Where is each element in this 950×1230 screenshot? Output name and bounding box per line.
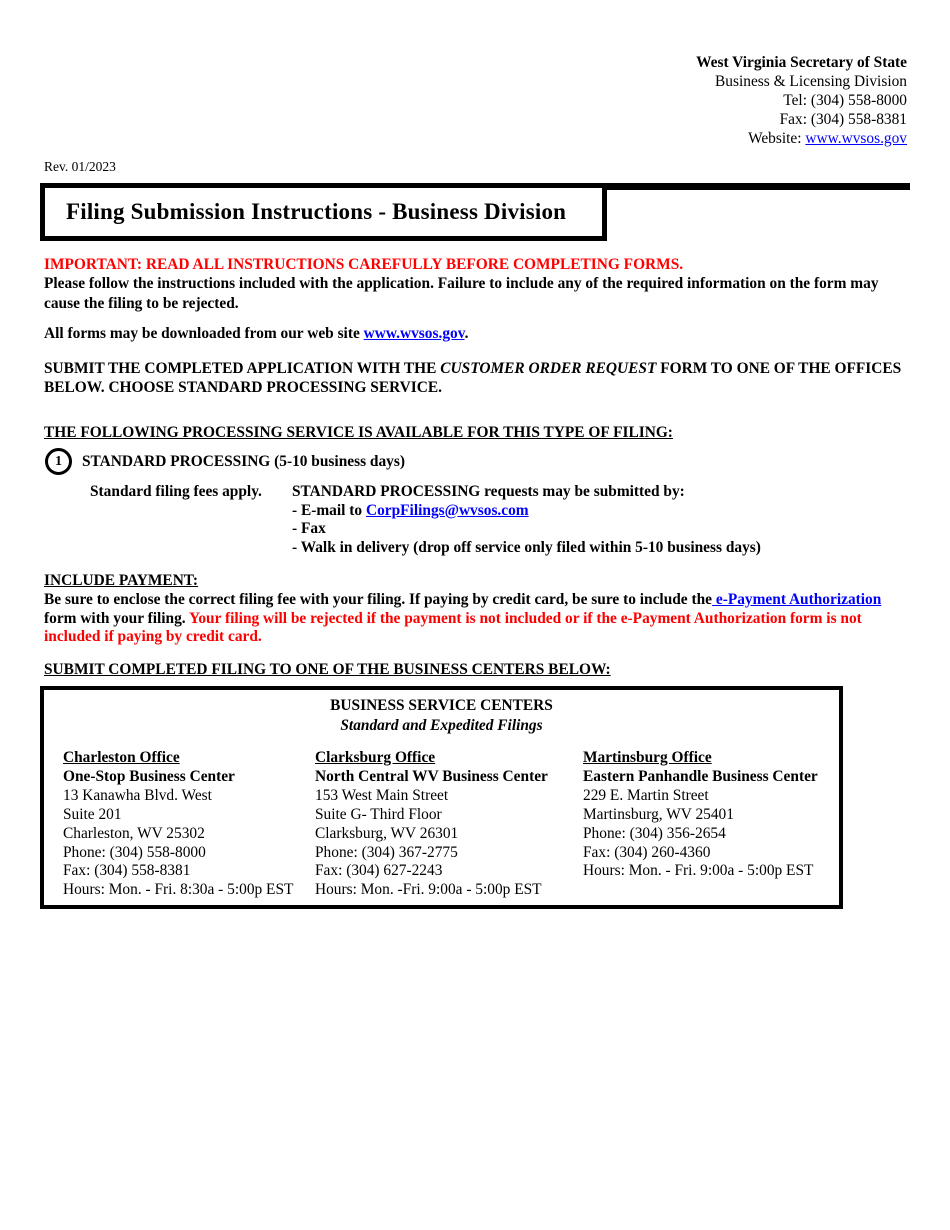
office-hours-line: Hours: Mon. -Fri. 9:00a - 5:00p EST — [315, 881, 542, 899]
wvsos-link[interactable]: www.wvsos.gov — [363, 324, 465, 342]
office-address-line: 229 E. Martin Street — [583, 786, 709, 804]
walkin-option: - Walk in delivery (drop off service only filed within 5-10 business days) — [292, 538, 761, 556]
letterhead — [44, 0, 907, 148]
office-address-line: Suite 201 — [63, 805, 122, 823]
email-option — [292, 502, 761, 521]
clarksburg-office-column — [315, 749, 583, 900]
website-line — [44, 129, 907, 148]
office-phone-line: Phone: (304) 356-2654 — [583, 824, 726, 842]
office-center-name: One-Stop Business Center — [63, 767, 235, 785]
office-center-name: Eastern Panhandle Business Center — [583, 767, 818, 785]
office-name: Martinsburg Office — [583, 749, 712, 767]
processing-service-heading: THE FOLLOWING PROCESSING SERVICE IS AVAILABLE FOR THIS TYPE OF FILING: — [44, 423, 673, 441]
centers-subtitle: Standard and Expedited Filings — [340, 716, 543, 734]
office-name: Charleston Office — [63, 749, 180, 767]
fees-note: Standard filing fees apply. — [90, 483, 262, 501]
submit-text-1: SUBMIT THE COMPLETED APPLICATION WITH THE — [44, 360, 441, 378]
office-address-line: Clarksburg, WV 26301 — [315, 824, 459, 842]
office-center-name: North Central WV Business Center — [315, 767, 548, 785]
business-service-centers-box — [40, 686, 843, 909]
office-address-line: Charleston, WV 25302 — [63, 824, 205, 842]
office-name: Clarksburg Office — [315, 749, 436, 767]
website-label: Website: — [748, 130, 806, 147]
customer-order-request-label: CUSTOMER ORDER REQUEST — [440, 360, 657, 378]
office-address-line: 13 Kanawha Blvd. West — [63, 786, 212, 804]
submit-filing-heading: SUBMIT COMPLETED FILING TO ONE OF THE BUSINESS CENTERS BELOW: — [44, 661, 611, 679]
office-hours-line: Hours: Mon. - Fri. 8:30a - 5:00p EST — [63, 881, 294, 899]
processing-option-1 — [44, 448, 907, 475]
office-address-line: Suite G- Third Floor — [315, 805, 442, 823]
office-fax-line: Fax: (304) 260-4360 — [583, 843, 711, 861]
title-banner — [40, 183, 910, 241]
org-name: West Virginia Secretary of State — [696, 54, 907, 71]
processing-details — [44, 483, 907, 557]
number-1-circle-icon: 1 — [45, 448, 72, 475]
website-link[interactable]: www.wvsos.gov — [805, 130, 907, 147]
instructions-note: Please follow the instructions included with the application. Failure to include any of the required information on the form may cause the filing to be rejected. — [44, 275, 879, 312]
martinsburg-office-column — [583, 749, 827, 900]
payment-text-2: form with your filing. — [44, 609, 189, 627]
email-option-prefix: - E-mail to — [292, 501, 366, 519]
submit-text-2: FORM TO ONE OF THE OFFICES BELOW. CHOOSE STANDARD PROCESSING SERVICE. — [44, 360, 902, 397]
page-title: Filing Submission Instructions - Business Division — [66, 199, 567, 225]
important-notice: IMPORTANT: READ ALL INSTRUCTIONS CAREFULLY BEFORE COMPLETING FORMS. — [44, 256, 684, 273]
include-payment-heading: INCLUDE PAYMENT: — [44, 572, 199, 590]
payment-rejection-warning: Your filing will be rejected if the payment is not included or if the e-Payment Authorization form is not included if paying by credit card. — [44, 609, 862, 646]
office-phone-line: Phone: (304) 367-2775 — [315, 843, 458, 861]
requests-heading: STANDARD PROCESSING requests may be submitted by: — [292, 483, 685, 501]
tel-line: Tel: (304) 558-8000 — [783, 92, 907, 109]
division-name: Business & Licensing Division — [715, 73, 907, 90]
forms-note-text: All forms may be downloaded from our web site — [44, 324, 364, 342]
submit-application-instruction — [44, 359, 907, 398]
fax-line: Fax: (304) 558-8381 — [779, 111, 907, 128]
office-address-line: 153 West Main Street — [315, 786, 449, 804]
centers-title: BUSINESS SERVICE CENTERS — [330, 697, 553, 715]
forms-download-note — [44, 324, 907, 343]
office-phone-line: Phone: (304) 558-8000 — [63, 843, 206, 861]
corpfilings-email-link[interactable]: CorpFilings@wvsos.com — [365, 501, 529, 519]
office-fax-line: Fax: (304) 558-8381 — [63, 862, 191, 880]
office-fax-line: Fax: (304) 627-2243 — [315, 862, 443, 880]
fax-option: - Fax — [292, 520, 326, 538]
standard-processing-label: STANDARD PROCESSING (5-10 business days) — [82, 452, 405, 470]
title-box — [40, 183, 607, 241]
charleston-office-column — [63, 749, 315, 900]
forms-note-period: . — [464, 324, 469, 342]
epayment-authorization-link[interactable]: e-Payment Authorization — [712, 590, 882, 608]
office-hours-line: Hours: Mon. - Fri. 9:00a - 5:00p EST — [583, 862, 814, 880]
office-columns — [63, 749, 827, 900]
revision-date: Rev. 01/2023 — [44, 159, 116, 174]
payment-text-1: Be sure to enclose the correct filing fee with your filing. If paying by credit card, be sure to include the — [44, 590, 713, 608]
payment-paragraph — [44, 591, 907, 647]
submission-methods — [292, 483, 761, 557]
office-address-line: Martinsburg, WV 25401 — [583, 805, 734, 823]
